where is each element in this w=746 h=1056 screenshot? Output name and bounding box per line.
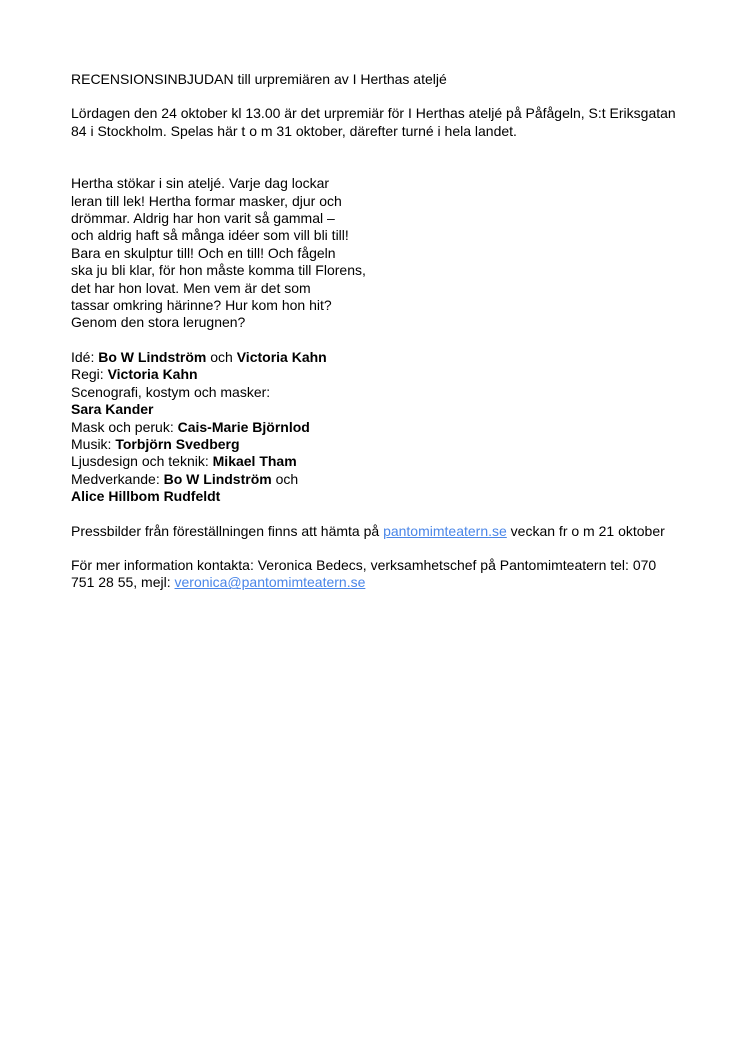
contact-text: För mer information kontakta: Veronica Bedecs, verksamhetschef på Pantomimteatern tel: 070 751 28 55, mejl:	[71, 556, 657, 591]
credit-idea	[71, 349, 681, 366]
credit-makeup	[71, 419, 681, 436]
credit-label: Musik:	[71, 435, 116, 452]
synopsis-line: Genom den stora lerugnen?	[71, 314, 246, 331]
credit-music	[71, 436, 681, 453]
credit-lighting	[71, 453, 681, 470]
synopsis-line: Hertha stökar i sin ateljé. Varje dag lockar	[71, 175, 330, 192]
press-website-link[interactable]: pantomimteatern.se	[383, 522, 507, 539]
press-text: Pressbilder från föreställningen finns att hämta på	[71, 522, 384, 539]
credit-name: Cais-Marie Björnlod	[177, 418, 310, 435]
intro-paragraph: Lördagen den 24 oktober kl 13.00 är det urpremiär för I Herthas ateljé på Påfågeln, S:t Eriksgatan 84 i Stockholm. Spelas här t o m 31 oktober, därefter turné i hela landet.	[71, 105, 676, 139]
credit-name: Alice Hillbom Rudfeldt	[71, 488, 221, 505]
contact-email-link[interactable]: veronica@pantomimteatern.se	[174, 574, 366, 591]
credit-label: Ljusdesign och teknik:	[71, 453, 213, 470]
press-text-after: veckan fr o m 21 oktober	[506, 522, 665, 539]
credit-direction	[71, 366, 681, 383]
document-page	[71, 71, 681, 592]
credit-label: Medverkande:	[71, 470, 164, 487]
credit-name: Bo W Lindström	[163, 470, 272, 487]
credit-name: Torbjörn Svedberg	[115, 435, 240, 452]
credit-cast-2	[71, 488, 681, 505]
credit-conjunction: och	[206, 348, 237, 365]
press-paragraph	[71, 523, 681, 540]
document-heading: RECENSIONSINBJUDAN till urpremiären av I Herthas ateljé	[71, 71, 447, 87]
credit-name: Victoria Kahn	[236, 348, 327, 365]
credit-label: Regi:	[71, 366, 108, 383]
credit-name: Mikael Tham	[212, 453, 297, 470]
credit-name: Bo W Lindström	[98, 348, 207, 365]
credit-conjunction: och	[271, 470, 299, 487]
synopsis-line: leran till lek! Hertha formar masker, djur och	[71, 192, 342, 209]
credit-name: Sara Kander	[71, 401, 154, 418]
synopsis-line: drömmar. Aldrig har hon varit så gammal –	[71, 210, 335, 227]
credit-scenography-label: Scenografi, kostym och masker:	[71, 383, 271, 400]
contact-paragraph	[71, 557, 681, 592]
credit-label: Idé:	[71, 348, 99, 365]
synopsis-line: ska ju bli klar, för hon måste komma till Florens,	[71, 262, 366, 279]
synopsis-line: och aldrig haft så många idéer som vill bli till!	[71, 227, 349, 244]
synopsis-line: det har hon lovat. Men vem är det som	[71, 279, 311, 296]
synopsis-line: Bara en skulptur till! Och en till! Och fågeln	[71, 244, 336, 261]
credit-scenography	[71, 401, 681, 418]
synopsis-line: tassar omkring härinne? Hur kom hon hit?	[71, 297, 332, 314]
credit-cast	[71, 471, 681, 488]
synopsis-text	[71, 175, 681, 332]
credits-list	[71, 349, 681, 506]
credit-name: Victoria Kahn	[107, 366, 198, 383]
credit-label: Mask och peruk:	[71, 418, 178, 435]
